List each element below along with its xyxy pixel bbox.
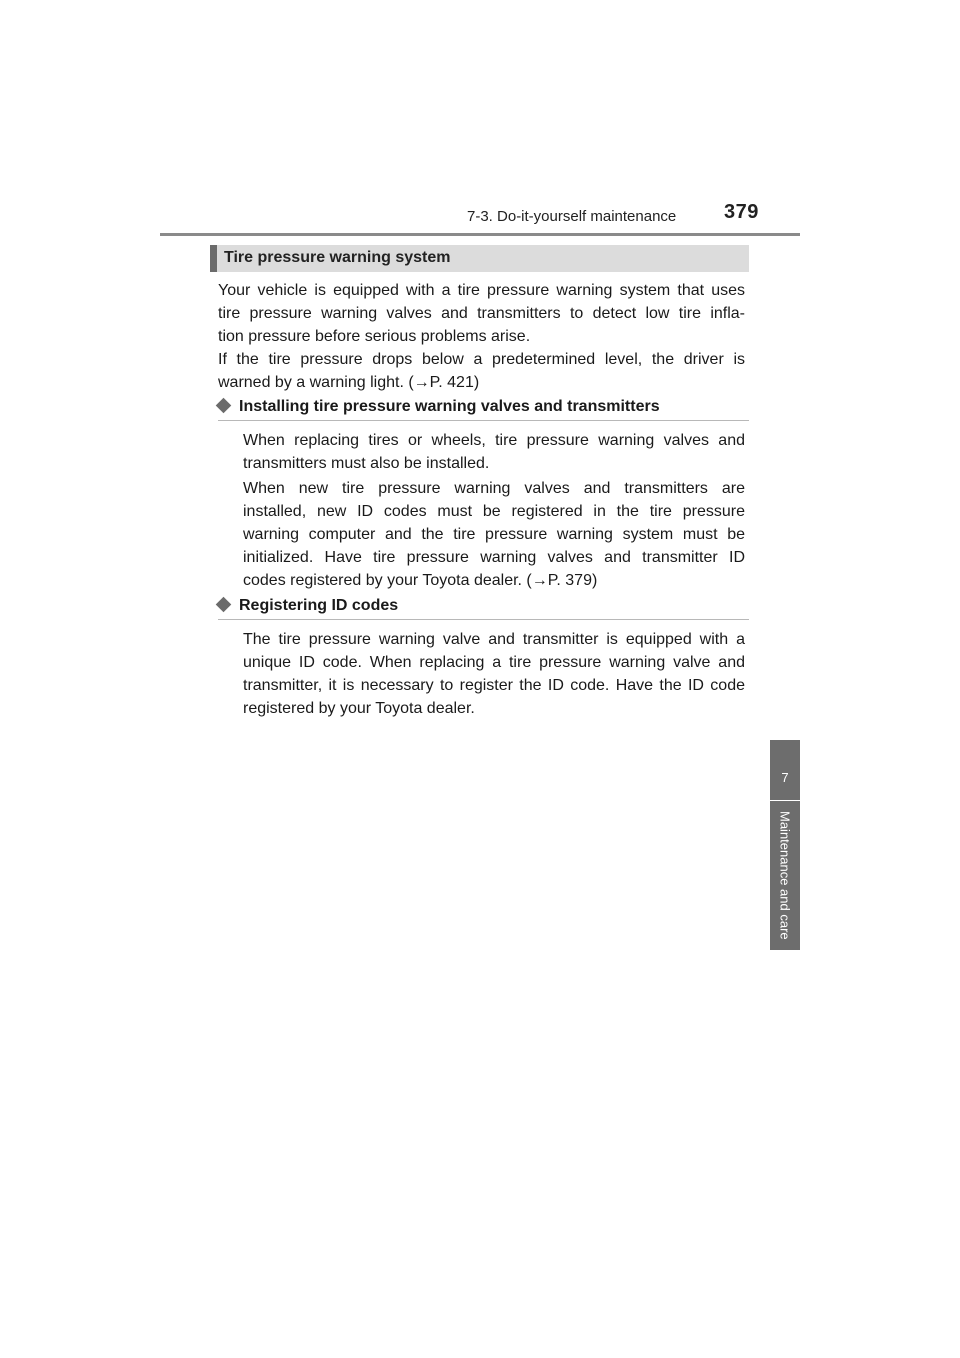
chapter-title bbox=[770, 801, 800, 950]
subsection-heading-installing bbox=[218, 398, 660, 416]
subsection-title: Installing tire pressure warning valves and transmitters bbox=[239, 398, 660, 415]
chapter-side-tab bbox=[770, 740, 800, 950]
reference-arrow-icon: → bbox=[413, 374, 430, 391]
subsection-heading-registering bbox=[218, 597, 398, 615]
page-reference-link[interactable] bbox=[532, 572, 592, 589]
header-section-title: 7-3. Do-it-yourself maintenance bbox=[467, 208, 677, 225]
page-reference-text: P. 379 bbox=[547, 572, 592, 589]
paragraph-line: registered by your Toyota dealer. bbox=[243, 700, 475, 717]
section-heading-bar bbox=[210, 245, 217, 272]
paragraph-line: When new tire pressure warning valves and transmitters are bbox=[243, 480, 745, 497]
page-reference-text: P. 421 bbox=[429, 374, 474, 391]
paragraph-line: The tire pressure warning valve and transmitter is equipped with a bbox=[243, 631, 745, 648]
registering-paragraph bbox=[243, 628, 745, 720]
diamond-bullet-icon bbox=[216, 597, 232, 613]
section-title: Tire pressure warning system bbox=[224, 249, 451, 266]
subsection-divider bbox=[218, 420, 749, 421]
intro-line: tire pressure warning valves and transmitters to detect low tire infla- bbox=[218, 305, 745, 322]
intro-text: warned by a warning light. ( bbox=[218, 374, 414, 391]
installing-paragraph-2 bbox=[243, 477, 745, 592]
paragraph-line: warning computer and the tire pressure warning system must be bbox=[243, 526, 745, 543]
page-number: 379 bbox=[724, 201, 759, 223]
header-divider bbox=[160, 233, 800, 236]
paragraph-line-last bbox=[243, 569, 745, 592]
paragraph-line: When replacing tires or wheels, tire pressure warning valves and bbox=[243, 432, 745, 449]
paragraph-text-end: ) bbox=[591, 572, 598, 589]
paragraph-line: transmitters must also be installed. bbox=[243, 455, 490, 472]
subsection-title: Registering ID codes bbox=[239, 597, 399, 614]
page-reference-link[interactable] bbox=[414, 374, 474, 391]
chapter-number: 7 bbox=[781, 770, 789, 785]
subsection-divider bbox=[218, 619, 749, 620]
intro-line: tion pressure before serious problems arise. bbox=[218, 328, 531, 345]
paragraph-text: codes registered by your Toyota dealer. ( bbox=[243, 572, 532, 589]
intro-text-end: ) bbox=[473, 374, 480, 391]
intro-line: If the tire pressure drops below a predetermined level, the driver is bbox=[218, 351, 745, 368]
paragraph-line: installed, new ID codes must be registered in the tire pressure bbox=[243, 503, 745, 520]
installing-paragraph-1 bbox=[243, 429, 745, 475]
section-heading-box bbox=[210, 245, 749, 272]
paragraph-line: transmitter, it is necessary to register the ID code. Have the ID code bbox=[243, 677, 745, 694]
paragraph-line: unique ID code. When replacing a tire pressure warning valve and bbox=[243, 654, 745, 671]
paragraph-line: initialized. Have tire pressure warning valves and transmitter ID bbox=[243, 549, 745, 566]
diamond-bullet-icon bbox=[216, 398, 232, 414]
intro-line-last bbox=[218, 371, 745, 394]
reference-arrow-icon: → bbox=[531, 572, 548, 589]
intro-paragraph bbox=[218, 279, 745, 394]
intro-line: Your vehicle is equipped with a tire pressure warning system that uses bbox=[218, 282, 745, 299]
chapter-title-text: Maintenance and care bbox=[777, 811, 793, 940]
